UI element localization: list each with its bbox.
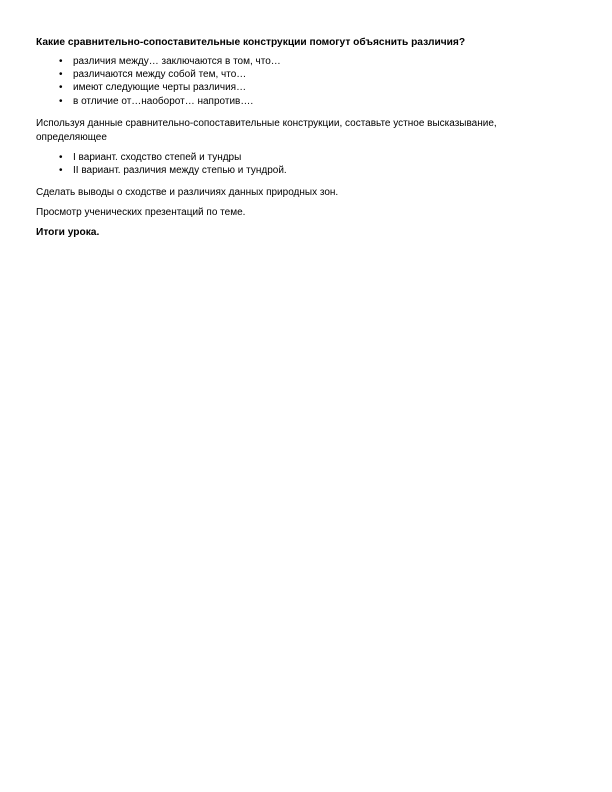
constructions-list — [36, 55, 576, 108]
list-item-text: различаются между собой тем, что… — [73, 69, 247, 81]
summary-heading: Итоги урока. — [36, 227, 100, 239]
bullet-icon: • — [59, 56, 63, 67]
list-item — [36, 68, 576, 81]
conclusion-paragraph: Сделать выводы о сходстве и различиях данных природных зон. — [36, 187, 339, 199]
list-item-text: различия между… заключаются в том, что… — [73, 56, 281, 67]
list-item — [36, 55, 576, 68]
list-item-text: I вариант. сходство степей и тундры — [73, 151, 242, 163]
list-item-text: в отличие от…наоборот… напротив…. — [73, 95, 254, 107]
bullet-icon: • — [59, 69, 63, 81]
task-line-2: определяющее — [36, 131, 107, 143]
section-heading: Какие сравнительно-сопоставительные конструкции помогут объяснить различия? — [36, 37, 466, 48]
list-item — [36, 151, 576, 164]
list-item — [36, 95, 576, 108]
presentations-paragraph: Просмотр ученических презентаций по теме. — [36, 207, 246, 219]
task-paragraph — [36, 117, 576, 145]
task-line-1: Используя данные сравнительно-сопоставительные конструкции, составьте устное высказывание, — [36, 117, 497, 129]
list-item-text: имеют следующие черты различия… — [73, 82, 247, 94]
bullet-icon: • — [59, 165, 63, 177]
bullet-icon: • — [59, 95, 63, 107]
list-item — [36, 164, 576, 177]
list-item — [36, 81, 576, 94]
bullet-icon: • — [59, 151, 63, 163]
document-page — [36, 36, 576, 240]
variants-list — [36, 151, 576, 177]
list-item-text: II вариант. различия между степью и тундрой. — [73, 165, 287, 177]
bullet-icon: • — [59, 82, 63, 94]
